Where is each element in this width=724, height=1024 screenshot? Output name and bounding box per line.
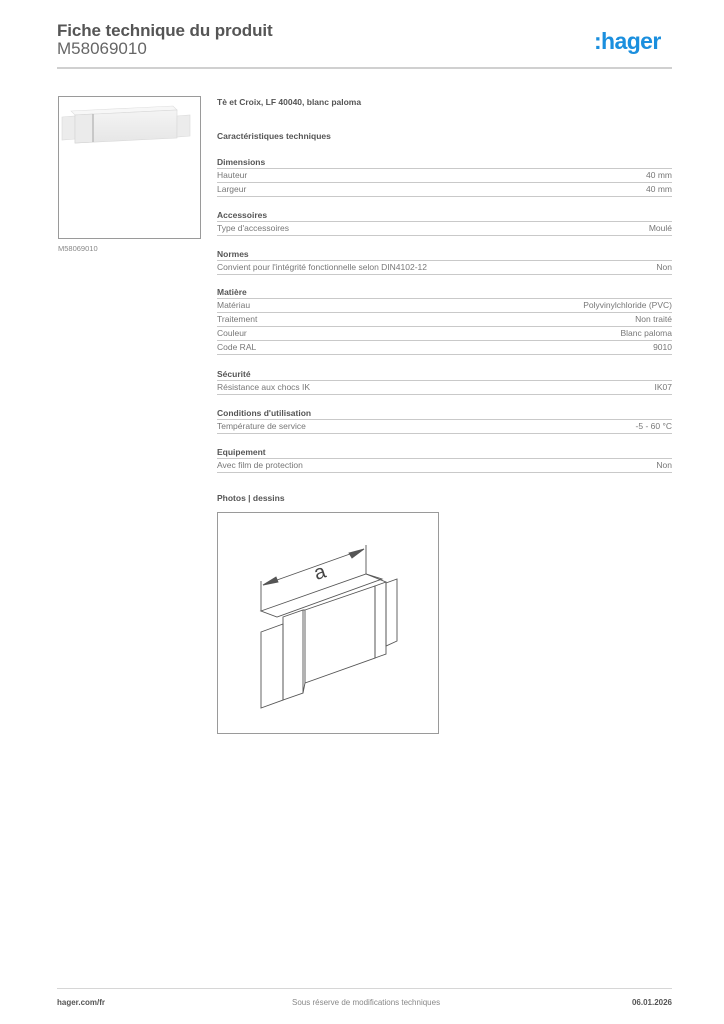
spec-row [217, 222, 672, 236]
spec-row [217, 169, 672, 183]
spec-row [217, 299, 672, 313]
section-title: Dimensions [217, 156, 672, 169]
disclaimer: Sous réserve de modifications techniques [292, 998, 441, 1007]
section-accessoires [217, 209, 672, 236]
spec-row [217, 261, 672, 275]
spec-label: Largeur [217, 184, 247, 194]
spec-row [217, 459, 672, 473]
spec-row [217, 183, 672, 197]
spec-label: Température de service [217, 421, 306, 431]
website-link[interactable]: hager.com/fr [57, 998, 106, 1007]
spec-value: Moulé [648, 223, 672, 233]
section-equipement [217, 446, 672, 473]
product-thumbnail [58, 96, 201, 239]
spec-label: Convient pour l'intégrité fonctionnelle selon DIN4102-12 [217, 262, 428, 272]
spec-value: Polyvinylchloride (PVC) [583, 300, 672, 310]
section-title: Conditions d'utilisation [217, 407, 672, 420]
page-title: Fiche technique du produit [57, 21, 273, 40]
section-title: Normes [217, 248, 672, 261]
photos-heading: Photos | dessins [217, 493, 285, 503]
header-divider [57, 67, 672, 69]
svg-text:a: a [311, 560, 329, 585]
document-date: 06.01.2026 [631, 998, 672, 1007]
spec-row [217, 381, 672, 395]
spec-label: Avec film de protection [217, 460, 303, 470]
technical-characteristics-heading: Caractéristiques techniques [217, 131, 331, 141]
product-photo-icon [59, 97, 200, 238]
spec-row [217, 341, 672, 355]
spec-value: 40 mm [646, 170, 672, 180]
spec-label: Traitement [217, 314, 258, 324]
spec-row [217, 420, 672, 434]
section-securite [217, 368, 672, 395]
section-conditions-utilisation [217, 407, 672, 434]
spec-value: -5 - 60 °C [635, 421, 672, 431]
spec-value: Blanc paloma [620, 328, 672, 338]
spec-row [217, 313, 672, 327]
section-title: Matière [217, 286, 672, 299]
spec-label: Code RAL [217, 342, 257, 352]
footer-divider [57, 988, 672, 989]
section-title: Accessoires [217, 209, 672, 222]
thumbnail-caption: M58069010 [58, 244, 98, 253]
spec-value: IK07 [654, 382, 672, 392]
spec-label: Couleur [217, 328, 247, 338]
spec-value: 40 mm [646, 184, 672, 194]
spec-label: Résistance aux chocs IK [217, 382, 311, 392]
section-title: Equipement [217, 446, 672, 459]
section-matiere [217, 286, 672, 355]
section-normes [217, 248, 672, 275]
spec-label: Type d'accessoires [217, 223, 290, 233]
hager-logo: :hager [594, 28, 661, 54]
dimension-drawing-icon [218, 513, 438, 733]
spec-row [217, 327, 672, 341]
spec-value: Non traité [635, 314, 672, 324]
spec-value: Non [656, 262, 672, 272]
section-dimensions [217, 156, 672, 197]
spec-label: Hauteur [217, 170, 248, 180]
technical-drawing [217, 512, 439, 734]
product-code: M58069010 [57, 39, 147, 58]
spec-value: Non [656, 460, 672, 470]
spec-value: 9010 [653, 342, 672, 352]
spec-label: Matériau [217, 300, 251, 310]
product-name: Tè et Croix, LF 40040, blanc paloma [217, 97, 362, 107]
section-title: Sécurité [217, 368, 672, 381]
